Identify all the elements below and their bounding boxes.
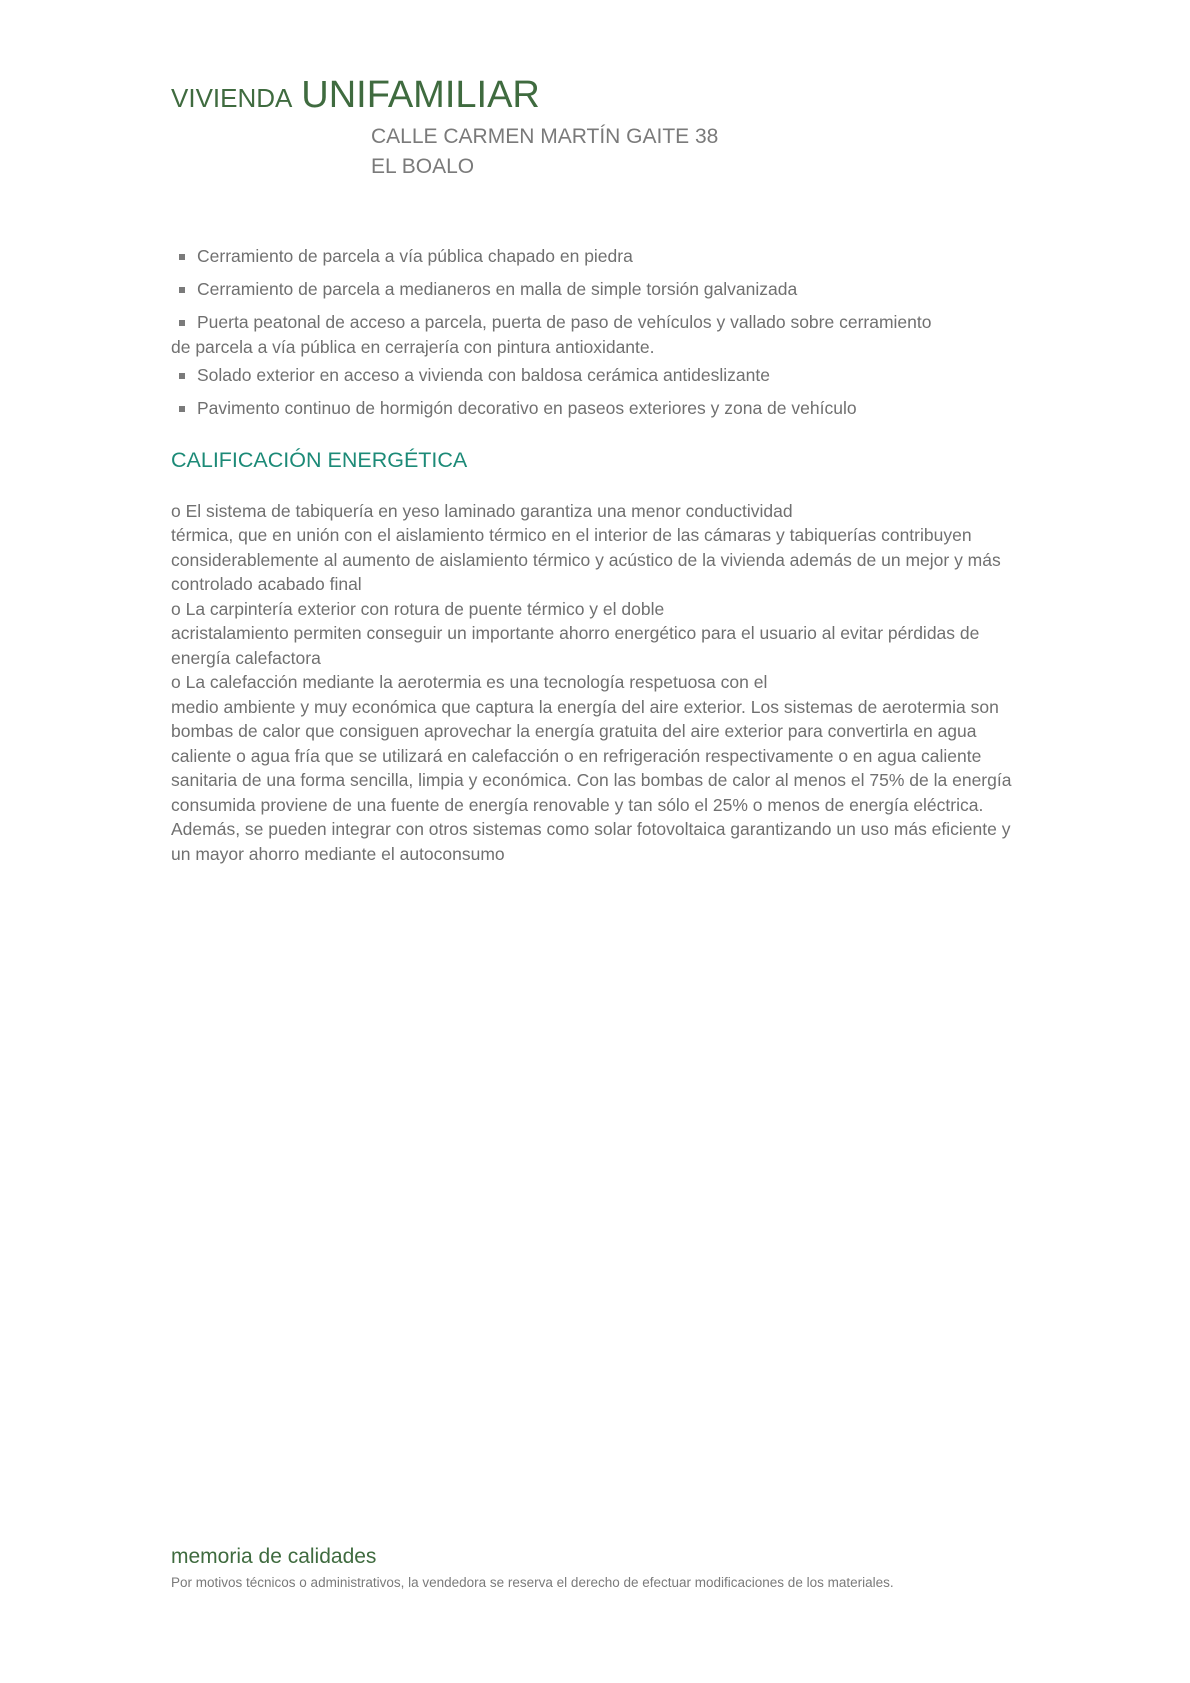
energy-paragraph: térmica, que en unión con el aislamiento térmico en el interior de las cámaras y tabiquerías contribuyen considerablemente al aumento de aislamiento térmico y acústico de la vivienda además de un mejor y más controlado acabado final xyxy=(171,525,1001,594)
bullet-text: Solado exterior en acceso a vivienda con baldosa cerámica antideslizante xyxy=(171,365,770,385)
document-footer xyxy=(171,1544,1071,1592)
energy-paragraph: o La carpintería exterior con rotura de puente térmico y el doble xyxy=(171,598,665,619)
bullet-text: Puerta peatonal de acceso a parcela, puerta de paso de vehículos y vallado sobre cerramiento xyxy=(171,312,932,332)
list-item xyxy=(171,244,1016,269)
energy-section xyxy=(171,499,1016,867)
list-item xyxy=(171,363,1016,388)
document-header xyxy=(171,76,1071,114)
page-title xyxy=(171,76,1071,114)
bullet-continuation: de parcela a vía pública en cerrajería con pintura antioxidante. xyxy=(171,336,655,357)
list-item xyxy=(171,396,1016,421)
list-item xyxy=(171,277,1016,302)
main-content xyxy=(171,244,1016,866)
energy-paragraph: o El sistema de tabiquería en yeso laminado garantiza una menor conductividad xyxy=(171,500,793,521)
energy-paragraph: acristalamiento permiten conseguir un importante ahorro energético para el usuario al evitar pérdidas de energía calefactora xyxy=(171,623,980,668)
energy-paragraph: medio ambiente y muy económica que captura la energía del aire exterior. Los sistemas de aerotermia son bombas de calor que consiguen aprovechar la energía gratuita del aire exterior para convertirla en agua caliente o agua fría que se utilizará en calefacción o en refrigeración respectivamente o en agua caliente sanitaria de una forma sencilla, limpia y económica. Con las bombas de calor al menos el 75% de la energía consumida proviene de una fuente de energía renovable y tan sólo el 25% o menos de energía eléctrica. Además, se pueden integrar con otros sistemas como solar fotovoltaica garantizando un uso más eficiente y un mayor ahorro mediante el autoconsumo xyxy=(171,696,1012,864)
list-item xyxy=(171,310,1016,359)
features-list xyxy=(171,244,1016,421)
bullet-text: Cerramiento de parcela a vía pública chapado en piedra xyxy=(171,246,633,266)
address-block xyxy=(371,122,718,182)
title-main: UNIFAMILIAR xyxy=(301,74,540,116)
energy-paragraph: o La calefacción mediante la aerotermia es una tecnología respetuosa con el xyxy=(171,672,768,692)
section-title-energy: CALIFICACIÓN ENERGÉTICA xyxy=(171,447,468,472)
bullet-text: Cerramiento de parcela a medianeros en malla de simple torsión galvanizada xyxy=(171,279,797,299)
footer-disclaimer: Por motivos técnicos o administrativos, la vendedora se reserva el derecho de efectuar modificaciones de los materiales. xyxy=(171,1575,894,1590)
address-street: CALLE CARMEN MARTÍN GAITE 38 xyxy=(371,125,719,148)
footer-title: memoria de calidades xyxy=(171,1545,377,1568)
address-town: EL BOALO xyxy=(371,155,475,178)
bullet-text: Pavimento continuo de hormigón decorativo en paseos exteriores y zona de vehículo xyxy=(171,398,857,418)
title-prefix: VIVIENDA xyxy=(171,83,293,113)
